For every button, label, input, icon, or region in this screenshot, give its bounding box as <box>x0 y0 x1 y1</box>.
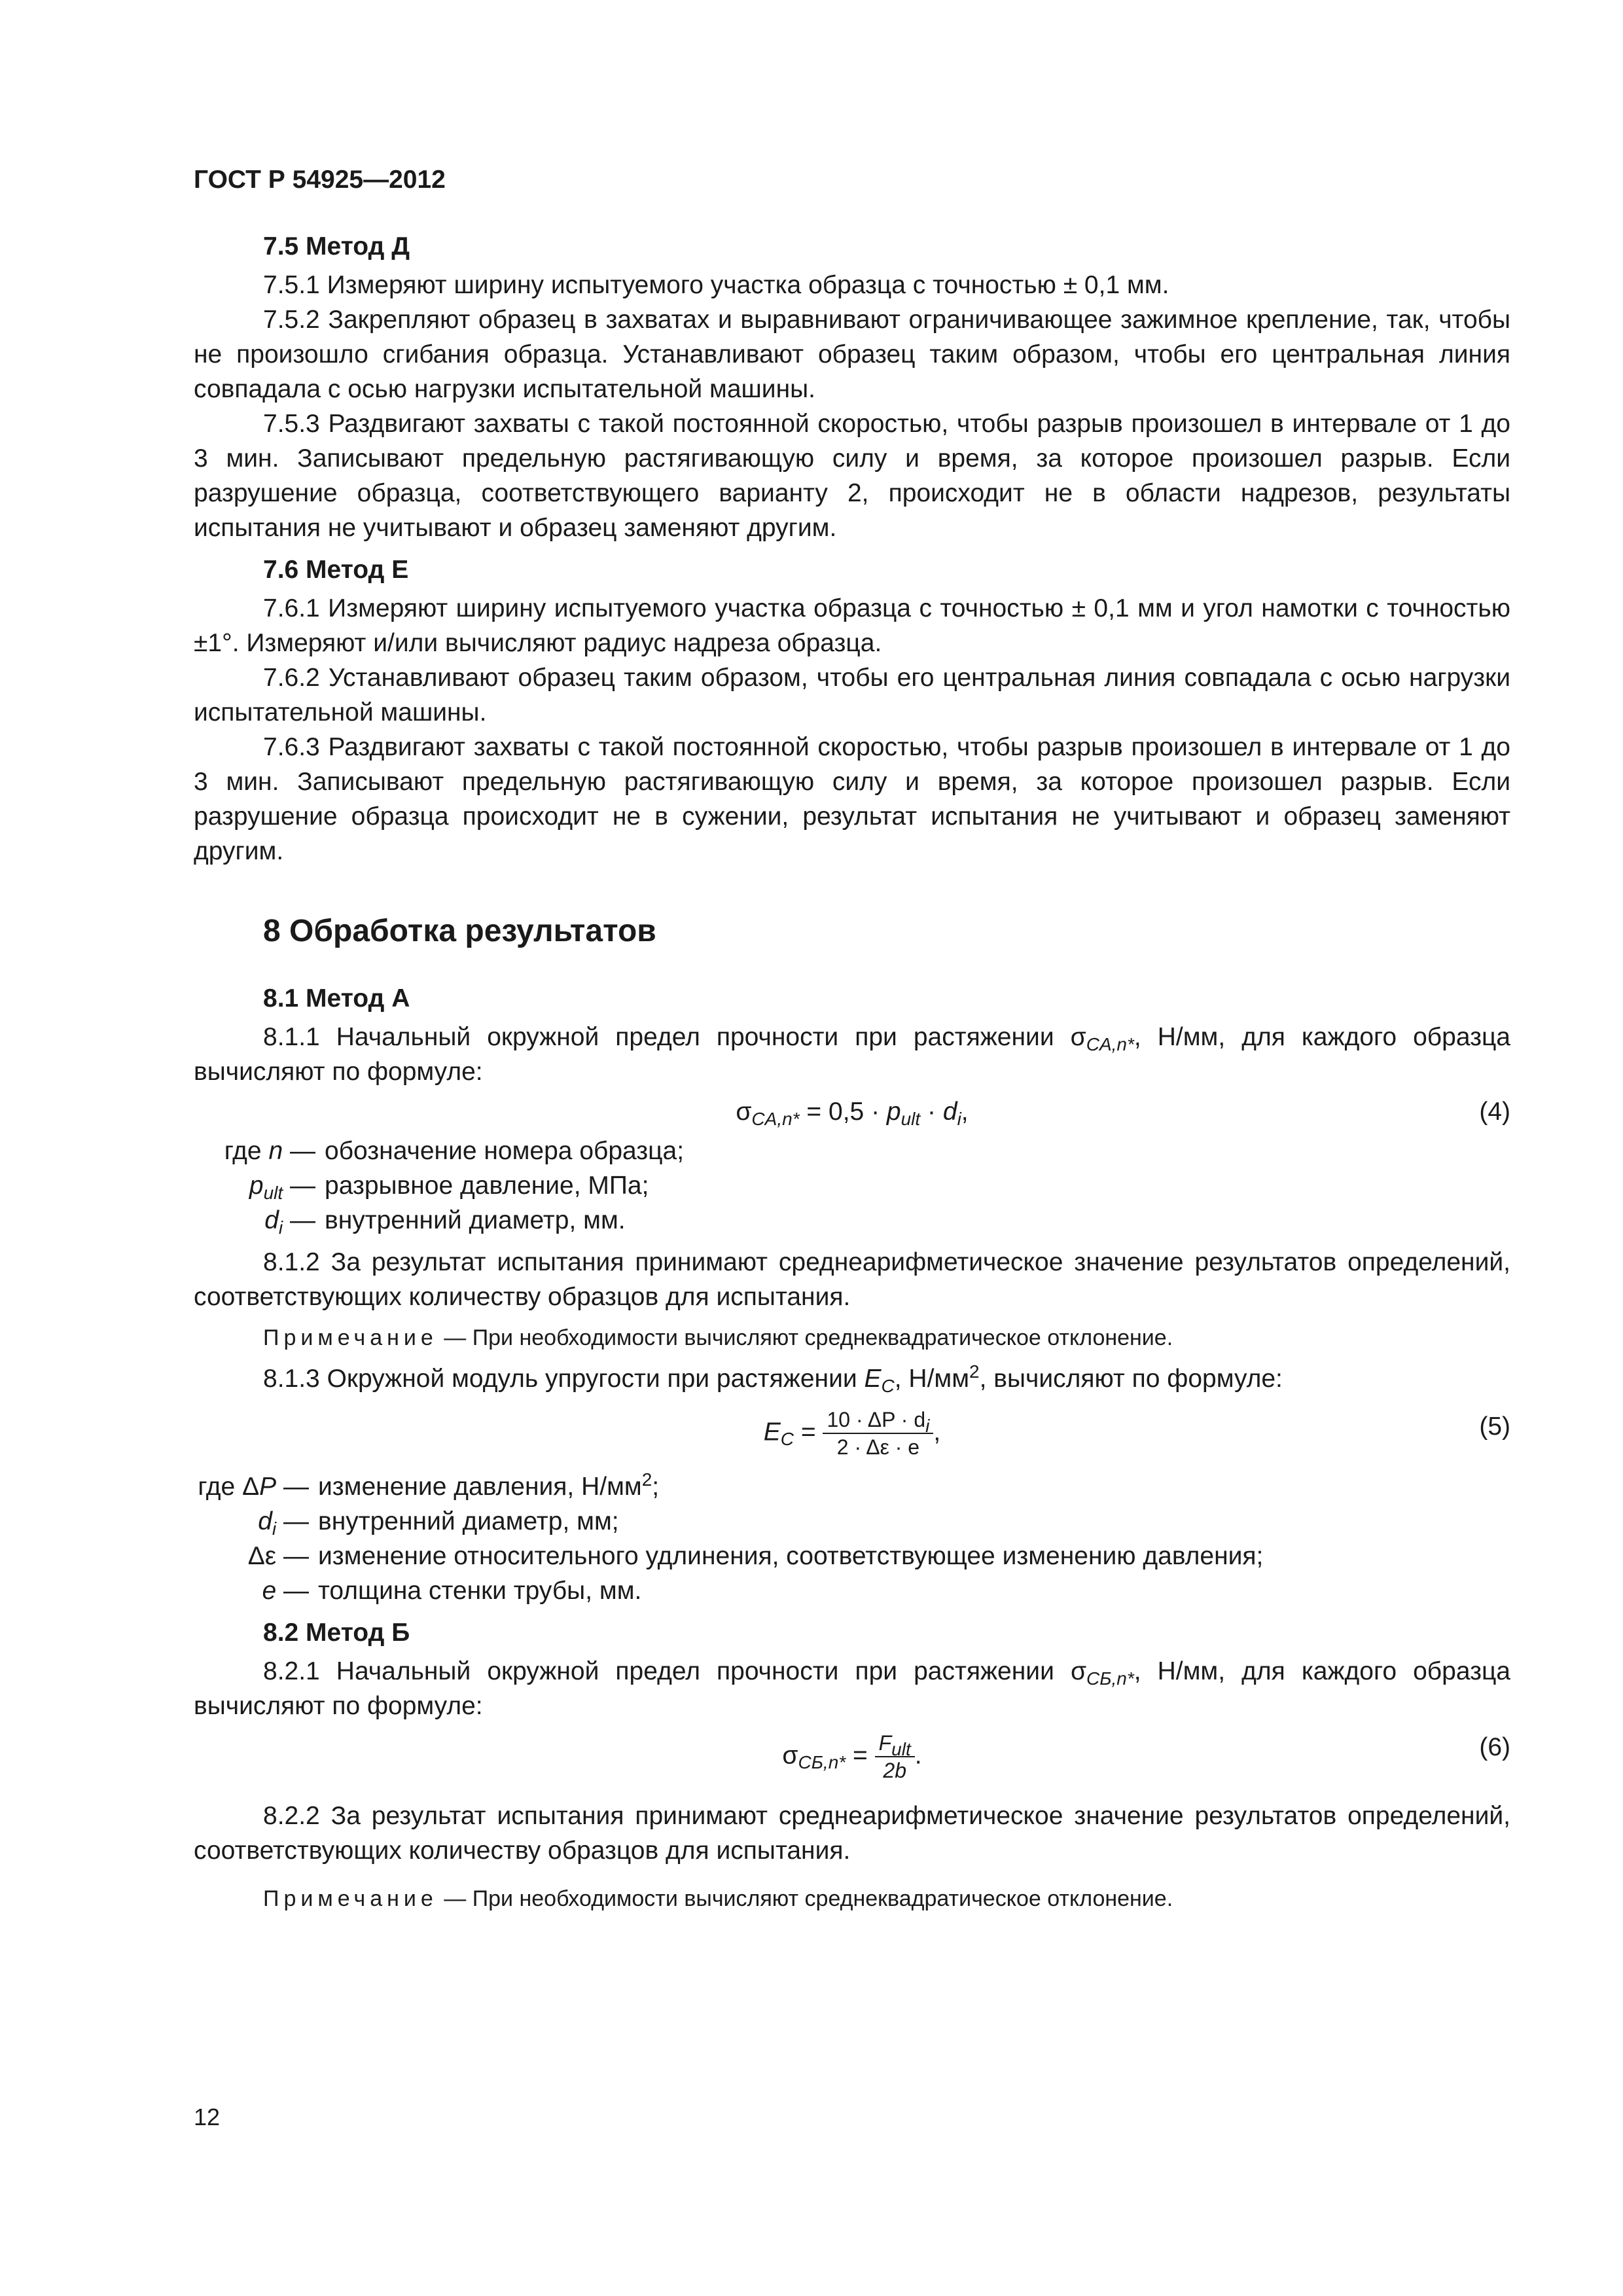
formula-6-number: (6) <box>1479 1733 1510 1761</box>
paragraph-7-5-3: 7.5.3 Раздвигают захваты с такой постоянной скоростью, чтобы разрыв произошел в интервале от 1 до 3 мин. Записывают предельную растягивающую силу и время, за которое произошел разрыв. Если разрушение образца, соответствующего варианту 2, происходит не в области надрезов, результаты испытания не учитывают и образец заменяют другим. <box>194 410 1510 542</box>
legend-row: где n — обозначение номера образца; <box>224 1137 685 1165</box>
paragraph-7-6-3: 7.6.3 Раздвигают захваты с такой постоянной скоростью, чтобы разрыв произошел в интервале от 1 до 3 мин. Записывают предельную растягивающую силу и время, за которое произошел разрыв. Если разрушение образца происходит не в сужении, результат испытания не учитывают и образец заменяют другим. <box>194 733 1510 865</box>
section-7-6-title: 7.6 Метод Е <box>263 556 409 584</box>
formula-4-legend <box>194 1134 1510 1238</box>
formula-5-expression: $E_C$ = $\frac{10 \cdot \Delta P \cdot d_i}{2 \cdot \Delta\varepsilon \cdot e}$ , <box>763 1408 941 1459</box>
page-number: 12 <box>194 2104 221 2130</box>
formula-6 <box>194 1726 1510 1791</box>
paragraph-7-6-2: 7.6.2 Устанавливают образец таким образом, чтобы его центральная линия совпадала с осью нагрузки испытательной машины. <box>194 664 1510 726</box>
paragraph-7-6-1: 7.6.1 Измеряют ширину испытуемого участка образца с точностью ± 0,1 мм и угол намотки с точностью ±1°. Измеряют и/или вычисляют радиус надреза образца. <box>194 594 1510 657</box>
legend-row: $p_{ult}$ — разрывное давление, МПа; <box>249 1172 649 1203</box>
formula-4-number: (4) <box>1479 1098 1510 1126</box>
paragraph-8-1-3: 8.1.3 Окружной модуль упругости при растяжении $E_C$, $Н/мм^2$, вычисляют по формуле: <box>263 1361 1283 1396</box>
formula-6-expression: $\sigma_{CБ,n*}$ = $\frac{F_{ult}}{2b}$ . <box>782 1731 922 1782</box>
legend-row: где ΔP — изменение давления, $Н/мм^2$; <box>198 1469 660 1501</box>
formula-5 <box>194 1401 1510 1469</box>
section-7-5-title: 7.5 Метод Д <box>263 232 410 260</box>
sigma-ca-symbol: $\sigma_{CA,n*}$ <box>1070 1023 1134 1054</box>
note-2: Примечание — При необходимости вычисляют среднеквадратическое отклонение. <box>263 1886 1173 1911</box>
legend-row: $d_i$ — внутренний диаметр, мм; <box>258 1507 619 1539</box>
paragraph-8-2-2: 8.2.2 За результат испытания принимают среднеарифметическое значение результатов определений, соответствующих количеству образцов для испытания. <box>194 1802 1510 1865</box>
note-1: Примечание — При необходимости вычисляют среднеквадратическое отклонение. <box>263 1325 1173 1350</box>
section-8-2-title: 8.2 Метод Б <box>263 1619 410 1647</box>
paragraph-8-1-2: 8.1.2 За результат испытания принимают среднеарифметическое значение результатов определений, соответствующих количеству образцов для испытания. <box>194 1248 1510 1311</box>
section-8-1-title: 8.1 Метод А <box>263 984 410 1013</box>
page-content <box>194 229 1510 1915</box>
sigma-cb-symbol: $\sigma_{CБ,n*}$ <box>1070 1657 1134 1689</box>
legend-row: Δε — изменение относительного удлинения, соответствующее изменению давления; <box>247 1542 1264 1570</box>
paragraph-7-5-2: 7.5.2 Закрепляют образец в захватах и выравнивают ограничивающее зажимное крепление, так, чтобы не произошло сгибания образца. Устанавливают образец таким образом, чтобы его центральная линия совпадала с осью нагрузки испытательной машины. <box>194 306 1510 403</box>
formula-5-number: (5) <box>1479 1412 1510 1441</box>
document-header: ГОСТ Р 54925—2012 <box>194 166 446 194</box>
legend-row: $d_i$ — внутренний диаметр, мм. <box>264 1206 626 1238</box>
legend-row: e — толщина стенки трубы, мм. <box>262 1577 642 1605</box>
formula-5-legend <box>194 1469 1510 1608</box>
paragraph-8-1-1: 8.1.1 Начальный окружной предел прочности при растяжении $\sigma_{CA,n*}$, Н/мм, для каждого образца вычисляют по формуле: <box>194 1023 1510 1086</box>
paragraph-8-2-1: 8.2.1 Начальный окружной предел прочности при растяжении $\sigma_{CБ,n*}$, Н/мм, для каждого образца вычисляют по формуле: <box>194 1657 1511 1720</box>
formula-4-expression: $\sigma_{CA,n*} = 0,5 \cdot p_{ult} \cdot d_i$, <box>736 1098 969 1129</box>
formula-4 <box>194 1094 1510 1134</box>
section-8-title: 8 Обработка результатов <box>263 914 656 948</box>
paragraph-7-5-1: 7.5.1 Измеряют ширину испытуемого участка образца с точностью ± 0,1 мм. <box>263 271 1169 299</box>
